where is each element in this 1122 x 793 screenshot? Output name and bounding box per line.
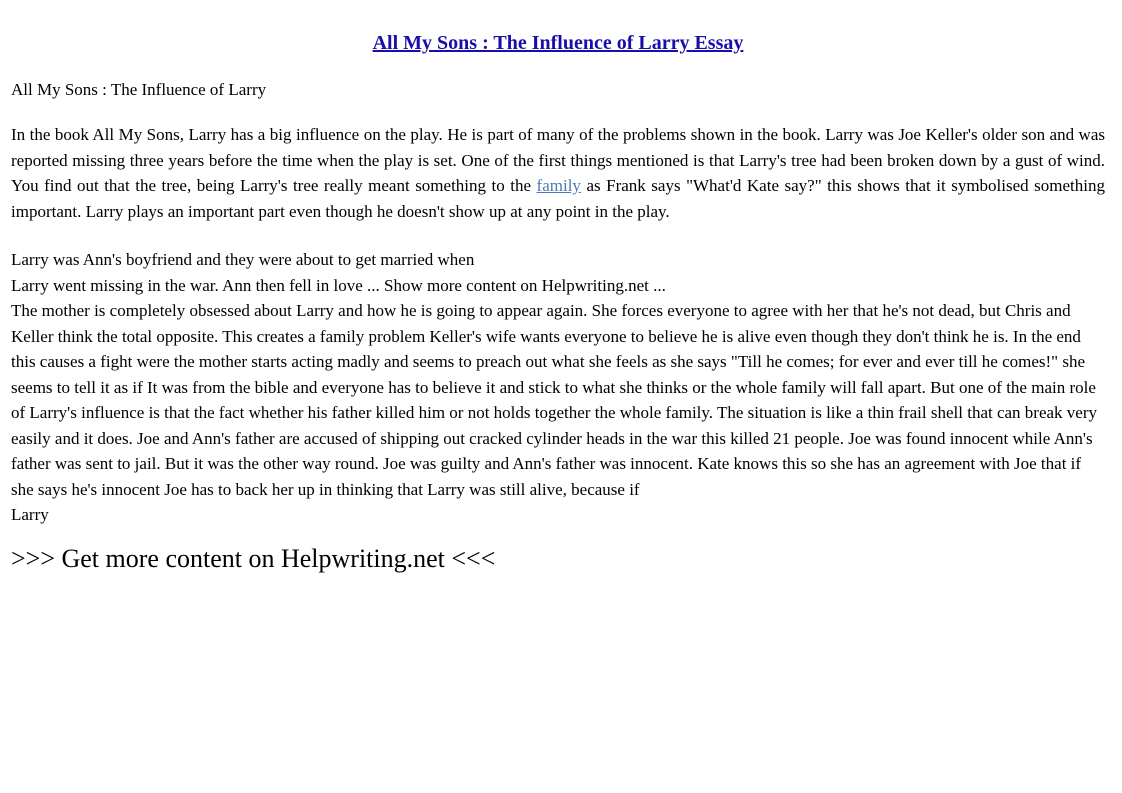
paragraph-mother-tail: Larry	[11, 505, 49, 524]
family-link[interactable]: family	[536, 176, 581, 195]
paragraph-mother: The mother is completely obsessed about Larry and how he is going to appear again. She forces everyone to agree with her that he's not dead, but Chris and Keller think the total opposite. This creates a family problem Keller's wife wants everyone to believe he is alive even though they don't think he is. In the end this causes a fight were the mother starts acting madly and seems to preach out what she feels as she says "Till he comes; for ever and ever till he comes!" she seems to tell it as if It was from the bible and everyone has to believe it and stick to what she thinks or the whole family will fall apart. But one of the main role of Larry's influence is that the fact whether his father killed him or not holds together the whole family. The situation is like a thin frail shell that can break very easily and it does. Joe and Ann's father are accused of shipping out cracked cylinder heads in the war this killed 21 people. Joe was found innocent while Ann's father was sent to jail. But it was the other way round. Joe was guilty and Ann's father was innocent. Kate knows this so she has an agreement with Joe that if she says he's innocent Joe has to back her up in thinking that Larry was still alive, because if	[11, 301, 1098, 499]
paragraph-ann-line-2: Larry went missing in the war. Ann then fell in love ... Show more content on Helpwriting.net ...	[11, 275, 666, 295]
page-title	[11, 30, 1105, 56]
paragraph-ann	[11, 247, 1105, 298]
essay-subtitle: All My Sons : The Influence of Larry	[11, 80, 267, 99]
paragraph-intro-text-start: In the book All My Sons, Larry has a big influence on the play. He is part of many of the problems shown in the book. Larry was Joe Keller's older son and was reported missing three years before the time when the play is set. One of the first things mentioned is that Larry's tree had been broken down by a gust of wind. You find out that the tree, being Larry's tree really meant something to the	[11, 125, 1105, 195]
essay-page	[11, 30, 1105, 576]
paragraph-ann-line-1: Larry was Ann's boyfriend and they were about to get married when	[11, 250, 475, 269]
title-link[interactable]: All My Sons : The Influence of Larry Essay	[372, 32, 744, 54]
paragraph-intro-text-end: as Frank says "What'd Kate say?" this shows that it symbolised something important. Larry plays an important part even though he doesn't show up at any point in the play.	[11, 176, 1105, 221]
more-content-link[interactable]: >>> Get more content on Helpwriting.net <<<	[11, 543, 496, 573]
paragraph-intro	[11, 122, 1105, 224]
